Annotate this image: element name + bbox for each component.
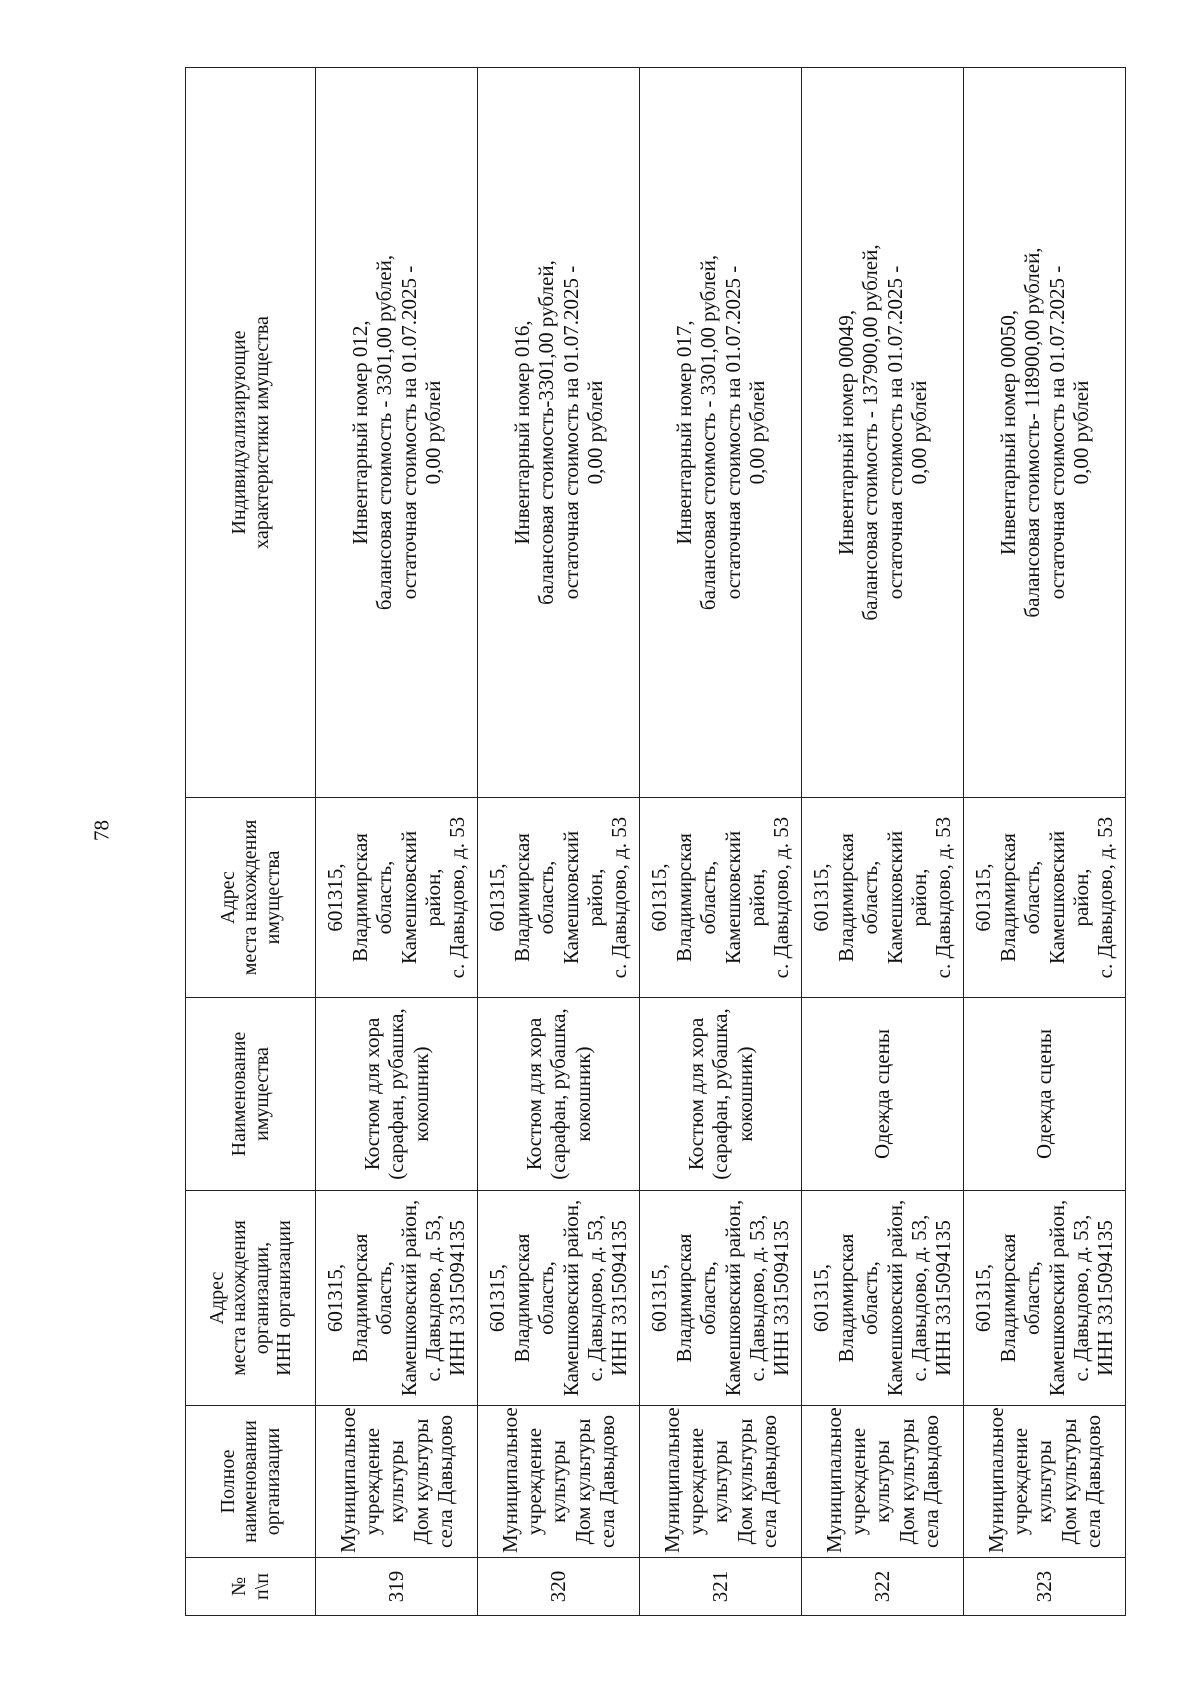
text-line: ИНН 3315094135 [445,1220,470,1376]
text-line: 0,00 рублей [420,380,445,485]
text-line: Владимирская область, [995,1233,1045,1363]
text-line: 601315, [323,863,348,932]
text-line: балансовая стоимость- 118900,00 рублей, [1020,247,1045,618]
text-line: Владимирская область, [347,833,397,962]
text-line: характеристики имущества [250,316,273,549]
text-line: Владимирская область, [509,1233,559,1363]
text-line: 601315, [809,1263,834,1333]
text-line: Дом культуры [408,1418,433,1545]
text-line: Муниципальное [821,1407,846,1553]
text-line: ИНН 3315094135 [1093,1220,1118,1376]
text-line: Дом культуры [1056,1418,1081,1545]
text-line: с. Давыдово, д. 53 [1093,816,1118,979]
text-line: 601315, [647,1263,672,1333]
text-line: Муниципальное [983,1407,1008,1553]
text-line: кокошник) [732,1046,757,1142]
text-line: Дом культуры [732,1418,757,1545]
text-line: Инвентарный номер 00049, [833,309,858,556]
cell-item-address [802,798,964,998]
text-line: Индивидуализирующие [228,330,251,535]
cell-characteristics [640,68,802,798]
text-line: 601315, [485,863,510,932]
text-line: Одежда сцены [870,1029,895,1159]
text-line: с. Давыдово, д. 53 [931,816,956,979]
text-line: Владимирская область, [833,833,883,962]
text-line: Наименование [228,1031,251,1157]
text-line: Владимирская область, [347,1233,397,1363]
text-line: Муниципальное [335,1407,360,1553]
text-line: культуры [708,1440,733,1523]
text-line: (сарафан, рубашка, [384,1008,409,1180]
cell-no: 322 [802,1558,964,1616]
text-line: Камешковский район, [558,1199,583,1397]
text-line: Адрес [205,1271,228,1325]
cell-org-name [802,1406,964,1558]
header-item-address [186,798,316,998]
text-line: Камешковский район, [882,1199,907,1397]
cell-characteristics [478,68,640,798]
text-line: учреждение [845,1427,870,1536]
cell-org-address [640,1191,802,1406]
text-line: Инвентарный номер 016, [509,320,534,545]
text-line: 0,00 рублей [744,380,769,485]
text-line: Камешковский район, [396,1199,421,1397]
text-line: Муниципальное [659,1407,684,1553]
text-line: Костюм для хора [359,1017,384,1171]
text-line: балансовая стоимость-3301,00 рублей, [534,260,559,605]
header-characteristics [186,68,316,798]
text-line: ИНН организации [272,1220,295,1376]
text-line: остаточная стоимость на 01.07.2025 - [882,265,907,600]
text-line: Адрес [216,871,239,924]
text-line: 601315, [809,863,834,932]
table-row [478,68,640,1616]
text-line: кокошник) [570,1046,595,1142]
text-line: балансовая стоимость - 137900,00 рублей, [858,244,883,621]
cell-org-name [964,1406,1126,1558]
text-line: 601315, [971,1263,996,1333]
text-line: культуры [870,1440,895,1523]
text-line: Муниципальное [497,1407,522,1553]
text-line: Владимирская область, [671,1233,721,1363]
header-org-address [186,1191,316,1406]
text-line: остаточная стоимость на 01.07.2025 - [558,265,583,600]
table-row [802,68,964,1616]
text-line: 601315, [647,863,672,932]
text-line: с. Давыдово, д. 53, [582,1214,607,1382]
cell-item-address [316,798,478,998]
cell-item-name [964,998,1126,1191]
text-line: № [228,1576,251,1597]
table-header-row [186,68,316,1616]
rotated-table-wrapper [185,68,1125,1616]
text-line: культуры [546,1440,571,1523]
text-line: (сарафан, рубашка, [546,1008,571,1180]
text-line: Камешковский район, [1044,830,1093,965]
text-line: места нахождения [239,819,262,976]
header-item-name [186,998,316,1191]
text-line: остаточная стоимость на 01.07.2025 - [720,265,745,600]
text-line: 0,00 рублей [582,380,607,485]
text-line: балансовая стоимость - 3301,00 рублей, [696,254,721,611]
text-line: с. Давыдово, д. 53 [769,816,794,979]
cell-no: 323 [964,1558,1126,1616]
text-line: учреждение [1007,1427,1032,1536]
text-line: села Давыдово [595,1414,620,1549]
table-row [964,68,1126,1616]
text-line: с. Давыдово, д. 53 [445,816,470,979]
text-line: ИНН 3315094135 [607,1220,632,1376]
text-line: организации, [250,1241,273,1355]
cell-no: 320 [478,1558,640,1616]
text-line: Владимирская область, [995,833,1045,962]
text-line: Камешковский район, [720,1199,745,1397]
text-line: Камешковский район, [720,830,769,965]
text-line: Камешковский район, [558,830,607,965]
text-line: имущества [261,850,284,945]
text-line: остаточная стоимость на 01.07.2025 - [396,265,421,600]
text-line: Инвентарный номер 017, [671,320,696,545]
text-line: учреждение [683,1427,708,1536]
text-line: ИНН 3315094135 [931,1220,956,1376]
cell-characteristics [964,68,1126,798]
text-line: Камешковский район, [1044,1199,1069,1397]
cell-no: 321 [640,1558,802,1616]
text-line: 601315, [323,1263,348,1333]
property-table [185,67,1126,1616]
text-line: села Давыдово [757,1414,782,1549]
cell-org-address [802,1191,964,1406]
text-line: (сарафан, рубашка, [708,1008,733,1180]
text-line: балансовая стоимость - 3301,00 рублей, [372,254,397,611]
text-line: Одежда сцены [1032,1029,1057,1159]
text-line: села Давыдово [919,1414,944,1549]
cell-org-address [316,1191,478,1406]
header-org-name [186,1406,316,1558]
text-line: учреждение [359,1427,384,1536]
cell-item-address [964,798,1126,998]
text-line: п\п [250,1573,273,1600]
text-line: Инвентарный номер 00050, [995,309,1020,556]
text-line: Камешковский район, [396,830,445,965]
table-row [640,68,802,1616]
table-row [316,68,478,1616]
text-line: остаточная стоимость на 01.07.2025 - [1044,265,1069,600]
cell-item-address [478,798,640,998]
page-number: 78 [89,820,114,841]
text-line: с. Давыдово, д. 53, [420,1214,445,1382]
cell-org-name [478,1406,640,1558]
text-line: Дом культуры [570,1418,595,1545]
cell-org-address [964,1191,1126,1406]
text-line: 0,00 рублей [1068,380,1093,485]
text-line: Камешковский район, [882,830,931,965]
text-line: Владимирская область, [671,833,721,962]
text-line: 601315, [971,863,996,932]
cell-characteristics [802,68,964,798]
text-line: организации [261,1427,284,1536]
header-no [186,1558,316,1616]
text-line: культуры [1032,1440,1057,1523]
text-line: с. Давыдово, д. 53, [906,1214,931,1382]
text-line: 0,00 рублей [906,380,931,485]
text-line: места нахождения [228,1220,251,1376]
text-line: села Давыдово [433,1414,458,1549]
cell-item-name [316,998,478,1191]
cell-org-address [478,1191,640,1406]
text-line: наименовании [239,1420,262,1543]
text-line: с. Давыдово, д. 53 [607,816,632,979]
cell-org-name [316,1406,478,1558]
text-line: ИНН 3315094135 [769,1220,794,1376]
text-line: Дом культуры [894,1418,919,1545]
cell-item-name [478,998,640,1191]
cell-org-name [640,1406,802,1558]
text-line: села Давыдово [1081,1414,1106,1549]
cell-item-name [802,998,964,1191]
text-line: Владимирская область, [509,833,559,962]
cell-no: 319 [316,1558,478,1616]
text-line: кокошник) [408,1046,433,1142]
text-line: с. Давыдово, д. 53, [744,1214,769,1382]
text-line: Костюм для хора [521,1017,546,1171]
cell-characteristics [316,68,478,798]
text-line: Костюм для хора [683,1017,708,1171]
text-line: 601315, [485,1263,510,1333]
text-line: с. Давыдово, д. 53, [1068,1214,1093,1382]
text-line: культуры [384,1440,409,1523]
text-line: учреждение [521,1427,546,1536]
text-line: Владимирская область, [833,1233,883,1363]
text-line: Инвентарный номер 012, [347,320,372,545]
text-line: имущества [250,1047,273,1141]
cell-item-name [640,998,802,1191]
cell-item-address [640,798,802,998]
text-line: Полное [216,1449,239,1514]
